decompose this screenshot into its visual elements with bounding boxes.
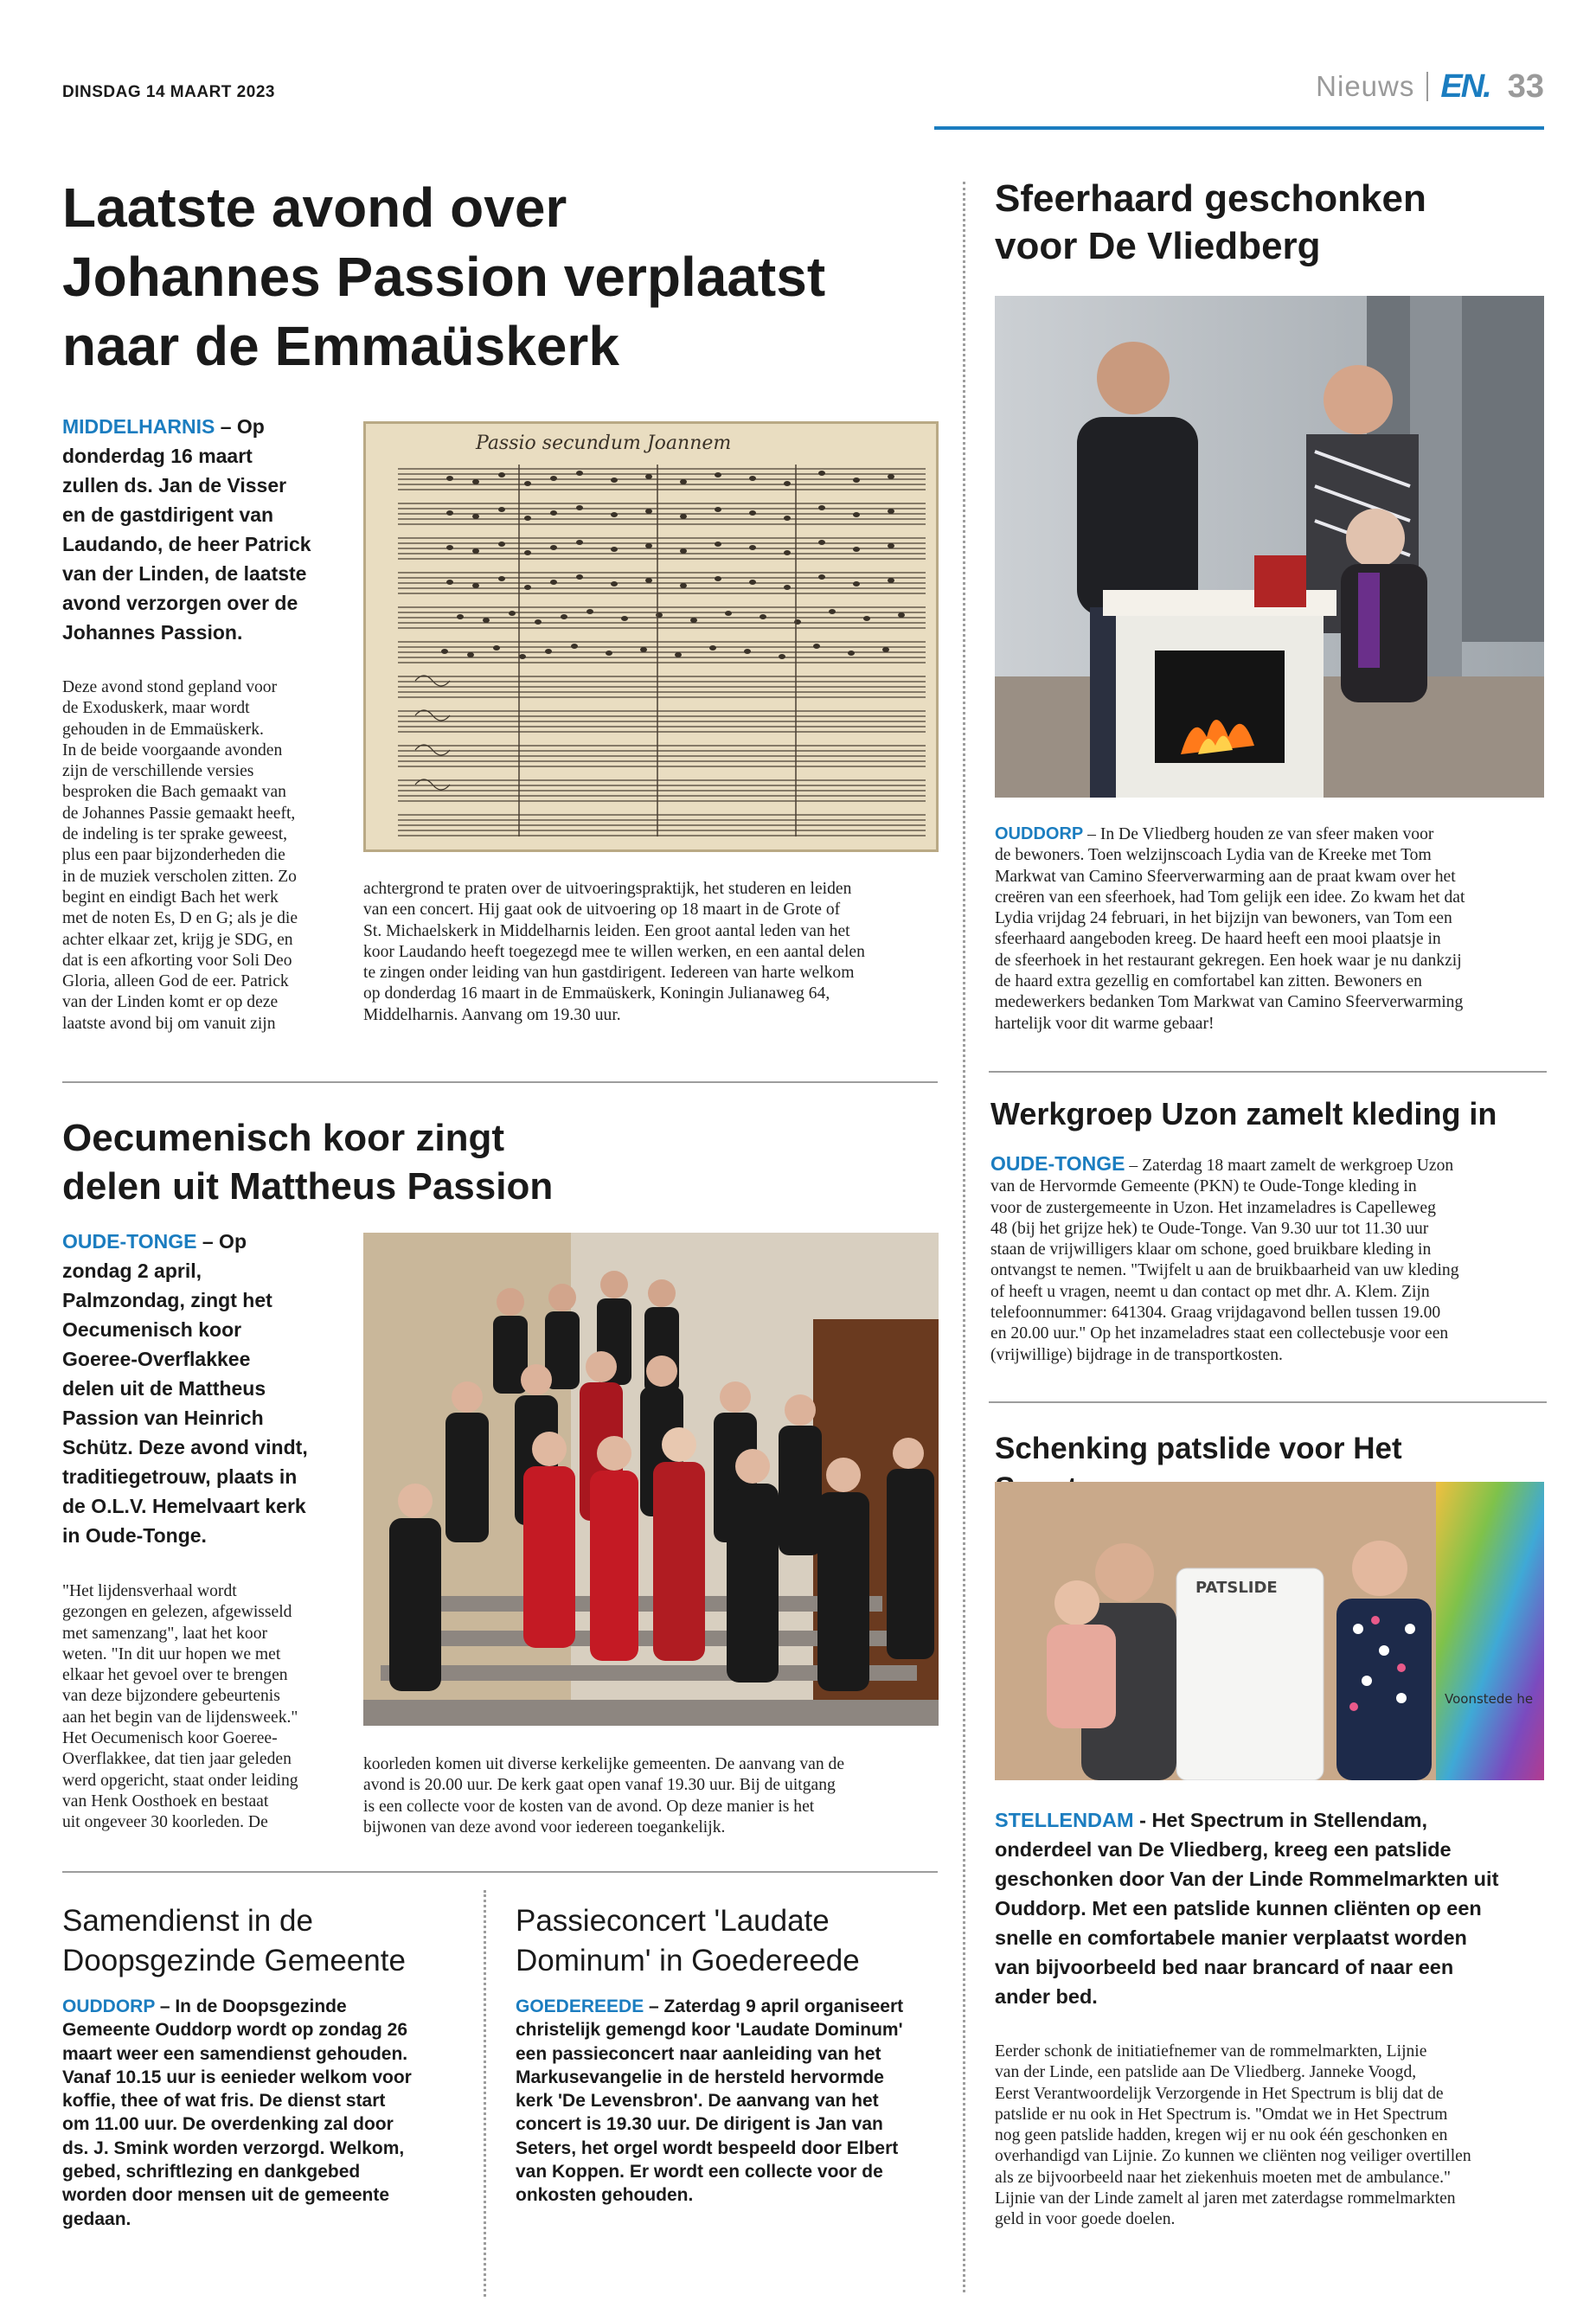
headline-patslide: Schenking patslide voor Het (995, 1432, 1402, 1465)
lead-laudate: GOEDEREEDE – Zaterdag 9 april organiseert christelijk gemengd koor 'Laudate Dominum' een passieconcert naar aanleiding van het Markusevangelie in de hersteld hervormde kerk 'De Levensbron'. De aanvang van het concert is 19.30 uur. De dirigent is Jan van Seters, het orgel wordt bespeeld door Elbert van Koppen. Er wordt een collecte voor de onkosten gehouden. (516, 1997, 904, 2206)
body-passion-right: achtergrond te praten over de uitvoeringspraktijk, het studeren en leiden van een concert. Hij gaat ook de uitvoering op 18 maart in de Grote of St. Michaelskerk in Middelharnis leiden. Een groot aantal leden van het koor Laudando heeft toegezegd mee te willen werken, en een aantal delen te zingen onder leiding van hun gastdirigent. Iedereen van harte welkom op donderdag 16 maart in de Emmaüskerk, Koningin Julianaweg 64, Middelharnis. Aanvang om 19.30 uur. (363, 880, 865, 1024)
wall-text: Voonstede he (1445, 1691, 1534, 1707)
body-patslide: Eerder schonk de initiatiefnemer van de rommelmarkten, Lijnie van der Linde, een patslide aan De Vliedberg. Janneke Voogd, Eerst Verantwoordelijk Verzorgende in Het Spectrum is blij dat de patslide er nu ook in Het Spectrum is. "Omdat we in Het Spectrum nog geen patslide hadden, kregen wij er nu ook één geschonken en overhandigd van Lijnie. Zo kunnen we cliënten nog veiliger overtillen als ze bijvoorbeeld naar het ziekenhuis moeten met de ambulance." Lijnie van der Linde zamelt al jaren met zaterdagse rommelmarkten geld in voor goede doelen. (995, 2042, 1471, 2229)
lead-koor: OUDE-TONGE – Op zondag 2 april, Palmzondag, zingt het Oecumenisch koor Goeree-Overflakkee delen uit de Mattheus Passion van Heinrich Schütz. Deze avond vindt, traditiegetrouw, plaats in de O.L.V. Hemelvaart kerk in Oude-Tonge. (62, 1230, 308, 1547)
body-passion-left: Deze avond stond gepland voor de Exoduskerk, maar wordt gehouden in de Emmaüskerk. In de beide voorgaande avonden zijn de verschillende versies besproken die Bach gemaakt van de Johannes Passie gemaakt heeft, de indeling is ter sprake geweest, plus een paar bijzonderheden die in de muziek verscholen zitten. Zo begint en eindigt Bach het werk met de noten Es, D en G; als je die achter elkaar zet, krijg je SDG, en dat is een afkorting voor Soli Deo Gloria, alleen God de eer. Patrick van der Linden komt er op deze laatste avond bij om vanuit zijn (62, 678, 298, 1033)
body-sfeerhaard: OUDDORP – In De Vliedberg houden ze van sfeer maken voor de bewoners. Toen welzijnscoach Lydia van de Kreeke met Tom Markwat van Camino Sfeerverwarming aan de praat kwam over het creëren van een sfeerhoek, had Tom gelijk een idee. Zo kwam het dat Lydia vrijdag 24 februari, in het bijzijn van bewoners, van Tom een sfeerhaard aangeboden kreeg. De haard heeft een mooi plaatsje in de sfeerhoek in het restaurant gekregen. Een hoek waar je nu dankzij de haard extra gezellig en comfortabel kan zitten. Bewoners en medewerkers bedanken Tom Markwat van Camino Sfeerverwarming hartelijk voor dit warme gebaar! (995, 824, 1465, 1033)
lead-patslide: STELLENDAM - Het Spectrum in Stellendam, onderdeel van De Vliedberg, kreeg een patslide geschonken door Van der Linde Rommelmarkten uit Ouddorp. Met een patslide kunnen cliënten op een snelle en comfortabele manier verplaatst worden van bijvoorbeeld bed naar brancard of naar een ander bed. (995, 1809, 1499, 2008)
choir-photo (363, 1233, 939, 1726)
newspaper-logo: EN. (1440, 67, 1490, 105)
headline-sfeerhaard: Sfeerhaard geschonken voor De Vliedberg (995, 177, 1426, 267)
headline-passion (62, 173, 945, 381)
dateline-place: OUDE-TONGE (990, 1152, 1125, 1175)
lead-samendienst: OUDDORP – In de Doopsgezinde Gemeente Ouddorp wordt op zondag 26 maart weer een samendienst gehouden. Vanaf 10.15 uur is eenieder welkom voor koffie, thee of wat fris. De dienst start om 11.00 uur. De overdenking zal door ds. J. Smink worden verzorgd. Welkom, gebed, schriftlezing en dankgebed worden door mensen uit de gemeente gedaan. (62, 1997, 412, 2229)
section-name: Nieuws (1316, 70, 1415, 102)
section-rule (989, 1071, 1547, 1073)
headline-line: Johannes Passion verplaatst (62, 246, 826, 308)
headline-koor: Oecumenisch koor zingt delen uit Mattheus Passion (62, 1117, 554, 1208)
headline-laudate: Passieconcert 'Laudate Dominum' in Goedereede (516, 1904, 860, 1977)
dateline-place: OUDDORP (62, 1997, 155, 2016)
bach-manuscript-photo (363, 421, 939, 852)
page-header (1316, 66, 1544, 107)
lead-passion: MIDDELHARNIS – Op donderdag 16 maart zullen ds. Jan de Visser en de gastdirigent van Laudando, de heer Patrick van der Linden, de laatste avond verzorgen over de Johannes Passion. (62, 415, 311, 644)
patslide-photo (995, 1482, 1544, 1780)
dateline-place: OUDE-TONGE (62, 1230, 197, 1253)
section-rule (62, 1871, 938, 1873)
patslide-label: PATSLIDE (1195, 1579, 1278, 1597)
header-divider (1426, 72, 1428, 101)
column-divider (963, 182, 965, 2292)
column-divider-bottom (484, 1890, 486, 2297)
header-rule (934, 126, 1544, 130)
headline-uzon: Werkgroep Uzon zamelt kleding in (990, 1096, 1497, 1131)
dateline-place: STELLENDAM (995, 1809, 1134, 1831)
body-uzon: OUDE-TONGE – Zaterdag 18 maart zamelt de werkgroep Uzon van de Hervormde Gemeente (PKN) te Oude-Tonge kleding in voor de zustergemeente in Uzon. Het inzameladres is Capelleweg 48 (bij het grijze hek) te Oude-Tonge. Van 9.30 uur tot 11.30 uur staan de vrijwilligers klaar om schone, goed bruikbare kleding in ontvangst te nemen. "Twijfelt u aan de bruikbaarheid van uw kleding of heeft u vragen, neemt u dan contact op met dhr. A. Klem. Zijn telefoonnummer: 641304. Graag vrijdagavond bellen tussen 19.00 en 20.00 uur." Op het inzameladres staat een collectebusje voor een (vrijwillige) bijdrage in de transportkosten. (990, 1152, 1459, 1364)
section-rule (62, 1081, 938, 1083)
dateline-place: GOEDEREEDE (516, 1997, 644, 2016)
headline-line: naar de Emmaüskerk (62, 315, 619, 377)
dateline-place: MIDDELHARNIS (62, 415, 215, 438)
sfeerhaard-photo (995, 296, 1544, 798)
headline-samendienst: Samendienst in de Doopsgezinde Gemeente (62, 1904, 406, 1977)
dateline-place: OUDDORP (995, 824, 1084, 843)
manuscript-heading: Passio secundum Joannem (476, 433, 732, 454)
headline-line: Laatste avond over (62, 176, 567, 239)
page-number: 33 (1507, 67, 1544, 105)
body-koor-left: "Het lijdensverhaal wordt gezongen en gelezen, afgewisseld met samenzang", laat het koor weten. "In dit uur hopen we met elkaar het gevoel over te brengen van deze bijzondere gebeurtenis aan het begin van de lijdensweek." Het Oecumenisch koor Goeree- Overflakkee, dat tien jaar geleden werd opgericht, staat onder leiding van Henk Oosthoek en bestaat uit ongeveer 30 koorleden. De (62, 1582, 298, 1832)
issue-date: DINSDAG 14 MAART 2023 (62, 83, 275, 101)
body-koor-right: koorleden komen uit diverse kerkelijke gemeenten. De aanvang van de avond is 20.00 uur. De kerk gaat open vanaf 19.30 uur. Bij de uitgang is een collecte voor de kosten van de avond. Op deze manier is het bijwonen van deze avond voor iedereen toegankelijk. (363, 1755, 845, 1836)
section-rule (989, 1401, 1547, 1403)
